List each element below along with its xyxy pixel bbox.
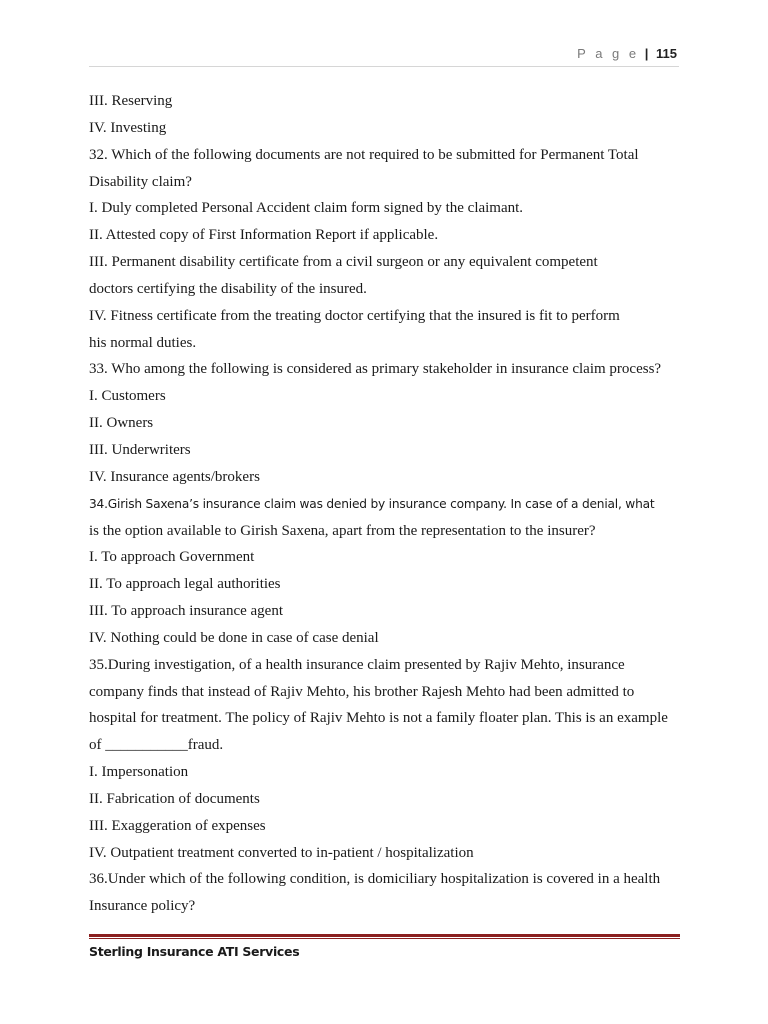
option-line: IV. Nothing could be done in case of case denial [89,629,379,646]
page-header [89,46,679,68]
option-line: I. Duly completed Personal Accident claim form signed by the claimant. [89,200,524,217]
page-number: 115 [656,46,677,61]
option-line: III. Permanent disability certificate from a civil surgeon or any equivalent competent [89,254,598,271]
document-body [89,88,681,920]
option-line: III. Exaggeration of expenses [89,817,266,834]
footer-divider [89,934,680,939]
option-line: IV. Fitness certificate from the treating doctor certifying that the insured is fit to perform [89,307,620,324]
option-line: II. Owners [89,415,154,432]
option-line: I. Customers [89,388,166,405]
text-line: IV. Investing [89,119,167,136]
option-line: II. To approach legal authorities [89,576,281,593]
question-34: 34.Girish Saxena’s insurance claim was denied by insurance company. In case of a denial, what [89,496,655,511]
text-line: his normal duties. [89,334,197,351]
text-line: hospital for treatment. The policy of Rajiv Mehto is not a family floater plan. This is an example [89,710,668,727]
option-line: II. Fabrication of documents [89,790,260,807]
page-word: P a g e [577,46,640,61]
question-36: 36.Under which of the following condition, is domiciliary hospitalization is covered in a health [89,871,661,888]
text-line: Insurance policy? [89,898,196,915]
text-line: company finds that instead of Rajiv Mehto, his brother Rajesh Mehto had been admitted to [89,683,635,700]
text-line: of ___________fraud. [89,737,224,754]
question-33: 33. Who among the following is considered as primary stakeholder in insurance claim process? [89,361,662,378]
footer-rule-thin [89,938,680,939]
question-35: 35.During investigation, of a health insurance claim presented by Rajiv Mehto, insurance [89,656,625,673]
footer-company-name: Sterling Insurance ATI Services [89,944,300,959]
option-line: III. Underwriters [89,441,191,458]
text-line: III. Reserving [89,93,173,109]
option-line: I. Impersonation [89,764,189,781]
text-line: is the option available to Girish Saxena, apart from the representation to the insurer? [89,522,596,539]
text-line: doctors certifying the disability of the insured. [89,280,367,297]
option-line: II. Attested copy of First Information Report if applicable. [89,227,439,244]
question-32: 32. Which of the following documents are not required to be submitted for Permanent Total [89,146,639,163]
text-line: Disability claim? [89,173,192,190]
option-line: IV. Outpatient treatment converted to in-patient / hospitalization [89,844,474,861]
header-separator: | [644,46,649,61]
header-divider [89,66,679,67]
option-line: IV. Insurance agents/brokers [89,468,260,485]
option-line: III. To approach insurance agent [89,603,284,620]
page-number-label [577,46,677,61]
option-line: I. To approach Government [89,549,255,566]
